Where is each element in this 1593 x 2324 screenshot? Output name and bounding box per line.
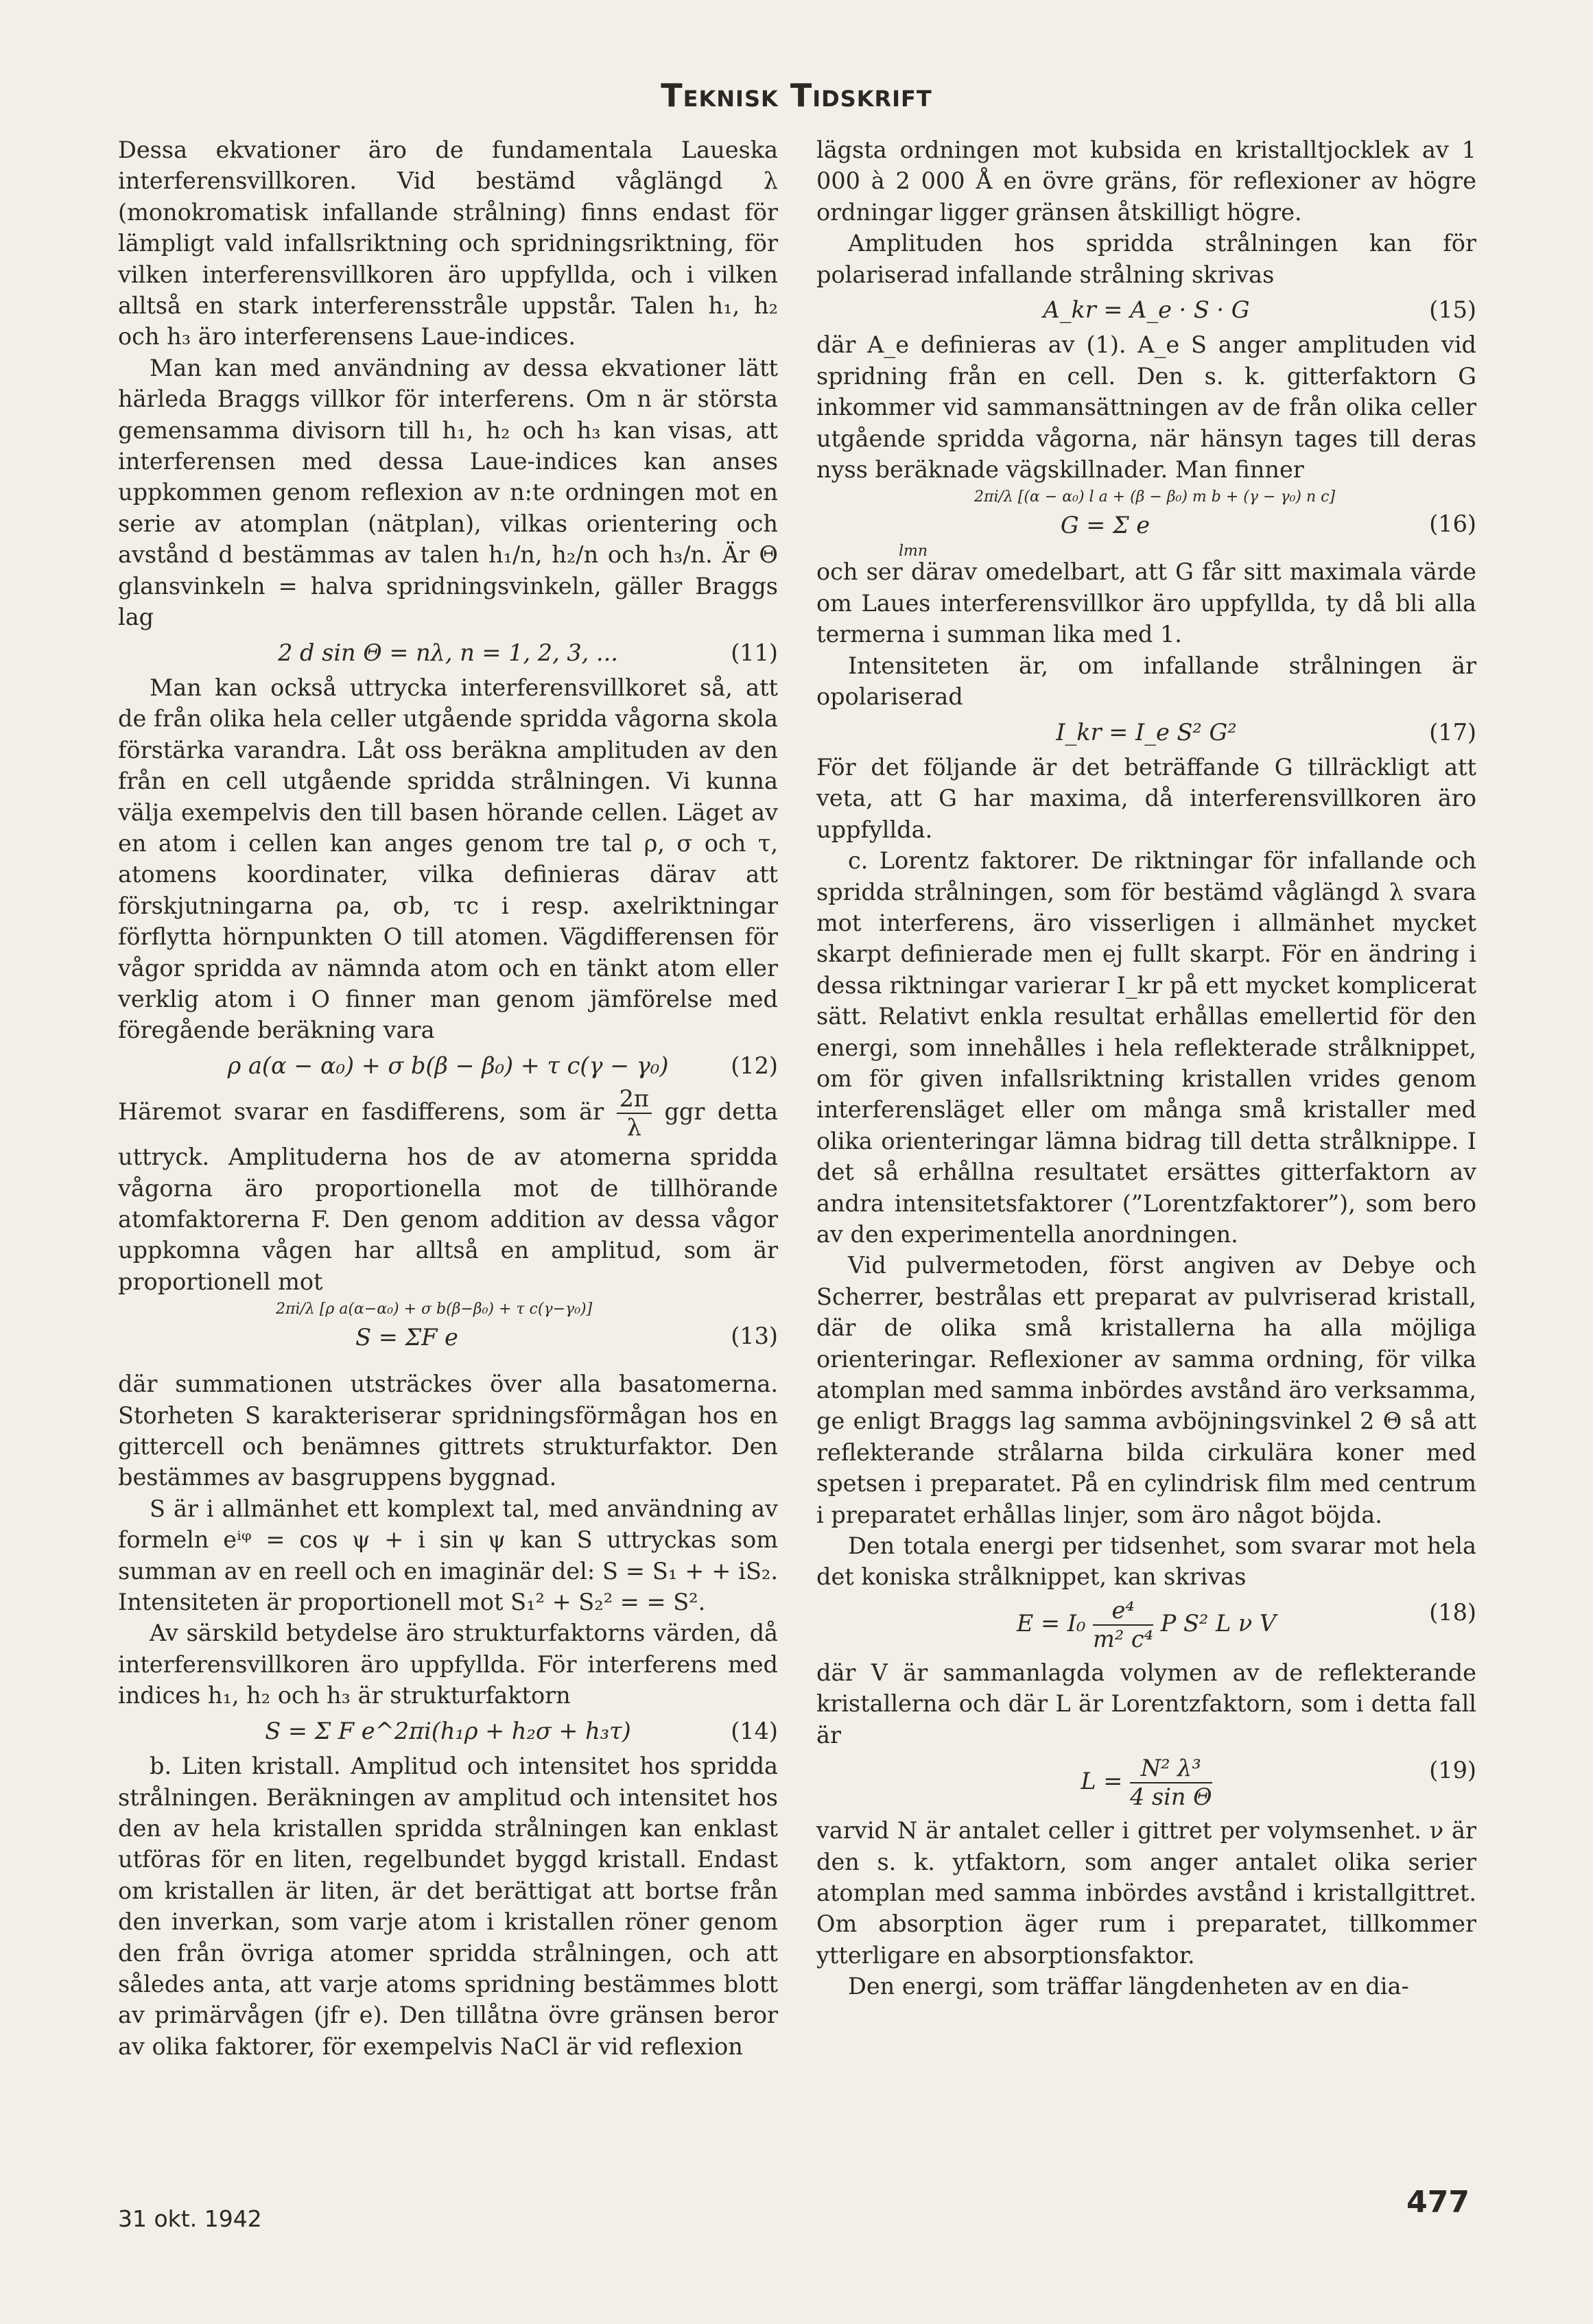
- equation-number: (18): [1429, 1598, 1476, 1626]
- equation-rhs: P S² L ν V: [1160, 1609, 1277, 1637]
- equation-18: [816, 1597, 1476, 1653]
- equation-number: (14): [731, 1717, 778, 1744]
- equation-exponent: 2πi/λ [(α − α₀) l a + (β − β₀) m b + (γ − γ₀) n c]: [974, 488, 1336, 506]
- paragraph: Man kan med användning av dessa ekvationer lätt härleda Braggs villkor för interferens. Om n är största gemensamma divisorn till h₁, h₂ och h₃ kan visas, att interferensen med dessa Laue-indices kan anses uppkommen genom reflexion av n:te ordningen mot en serie av atomplan (nätplan), vilkas orientering och avstånd d bestämmas av talen h₁/n, h₂/n och h₃/n. Är Θ glansvinkeln = halva spridningsvinkeln, gäller Braggs lag: [118, 354, 778, 631]
- equation-body: S = Σ F e^2πi(h₁ρ + h₂σ + h₃τ): [265, 1717, 631, 1744]
- paragraph: c. Lorentz faktorer. De riktningar för infallande och spridda strålningen, som för bestämd våglängd λ svara mot interferens, äro visserligen i allmänhet mycket skarpt definierade men ej fullt skarpt. För en ändring i dessa riktningar varierar I_kr på ett mycket komplicerat sätt. Relativt enkla resultat erhållas emellertid för den energi, som innehålles i hela reflekterade strålknippet, om för given infallsriktning kristallen vrides genom interferensläget eller om många små kristaller med olika orienteringar lämna bidrag till detta strålknippe. I det så erhållna resultatet ersättes gitterfaktorn av andra intensitetsfaktorer (”Lorentzfaktorer”), som bero av den experimentella anordningen.: [816, 847, 1476, 1248]
- equation-number: (11): [731, 639, 778, 666]
- equation-number: (15): [1429, 296, 1476, 324]
- paragraph: Amplituden hos spridda strålningen kan för polariserad infallande strålning skrivas: [816, 230, 1476, 288]
- equation-body: A_kr = A_e · S · G: [1043, 296, 1250, 324]
- fraction: [1130, 1755, 1212, 1811]
- text-run: ggr detta uttryck. Amplituderna hos de av atomerna spridda vågorna äro proportionella mot de tillhörande atomfaktorerna F. Den genom addition av dessa vågor uppkomna vågen har alltså en amplitud, som är proportionell mot: [118, 1098, 778, 1295]
- paragraph: S är i allmänhet ett komplext tal, med användning av formeln eⁱᵠ = cos ψ + i sin ψ kan S uttryckas som summan av en reell och en imaginär del: S = S₁ + + iS₂. Intensiteten är proportionell mot S₁² + S₂² = = S².: [118, 1495, 778, 1616]
- equation-17: [816, 717, 1476, 748]
- journal-header: Teknisk Tidskrift: [661, 77, 932, 114]
- equation-11: [118, 637, 778, 668]
- equation-16: [816, 488, 1476, 560]
- paragraph: där A_e definieras av (1). A_e S anger amplituden vid spridning från en cell. Den s. k. gitterfaktorn G inkommer vid sammansättningen av de från olika celler utgående spridda vågorna, när hänsyn tages till deras nyss beräknade vägskillnader. Man finner: [816, 331, 1476, 484]
- paragraph: Av särskild betydelse äro strukturfaktorns värden, då interferensvillkoren äro uppfyllda. För interferens med indices h₁, h₂ och h₃ är strukturfaktorn: [118, 1620, 778, 1709]
- equation-number: (19): [1429, 1757, 1476, 1784]
- issue-date: 31 okt. 1942: [118, 2205, 262, 2232]
- paragraph: b. Liten kristall. Amplitud och intensitet hos spridda strålningen. Beräkningen av amplitud och intensitet hos den av hela kristallen spridda strålningen kan enklast utföras för en liten, regelbundet byggd kristall. Endast om kristallen är liten, är det berättigat att bortse från den inverkan, som varje atom i kristallen röner genom den från övriga atomer spridda strålningen, och att således anta, att varje atoms spridning bestämmes blott av primärvågen (jfr e). Den tillåtna övre gränsen beror av olika faktorer, för exempelvis NaCl är vid reflexion: [118, 1753, 778, 2060]
- equation-number: (12): [731, 1052, 778, 1079]
- paragraph: Man kan också uttrycka interferensvillkoret så, att de från olika hela celler utgående spridda vågorna skola förstärka varandra. Låt oss beräkna amplituden av den från en cell utgående spridda strålningen. Vi kunna välja exempelvis den till basen hörande cellen. Läget av en atom i cellen kan anges genom tre tal ρ, σ och τ, atomens koordinater, vilka definieras därav att förskjutningarna ρa, σb, τc i resp. axelriktningar förflytta hörnpunkten O till atomen. Vägdifferensen för vågor spridda av nämnda atom och en tänkt atom eller verklig atom i O finner man genom jämförelse med föregående beräkning vara: [118, 674, 778, 1044]
- paragraph: där summationen utsträckes över alla basatomerna. Storheten S karakteriserar spridningsförmågan hos en gittercell och benämnes gittrets strukturfaktor. Den bestämmes av basgruppens byggnad.: [118, 1371, 778, 1491]
- fraction-denominator: λ: [626, 1114, 641, 1141]
- fraction: [1093, 1597, 1153, 1653]
- equation-body: I_kr = I_e S² G²: [1056, 718, 1237, 746]
- equation-number: (17): [1429, 718, 1476, 746]
- paragraph: Den energi, som träffar längdenheten av en dia-: [848, 1973, 1409, 2000]
- equation-subscript: lmn: [899, 543, 928, 560]
- equation-lhs: L =: [1081, 1768, 1123, 1795]
- page-number: 477: [1406, 2185, 1470, 2220]
- paragraph: Intensiteten är, om infallande strålningen är opolariserad: [816, 652, 1476, 711]
- equation-body: S = ΣF e: [355, 1324, 458, 1351]
- fraction-numerator: N² λ³: [1130, 1755, 1212, 1783]
- equation-15: [816, 294, 1476, 325]
- right-column: [816, 134, 1476, 2002]
- equation-body: G = Σ e: [1060, 512, 1150, 539]
- paragraph: lägsta ordningen mot kubsida en kristalltjocklek av 1 000 à 2 000 Å en övre gräns, för reflexioner av högre ordningar ligger gränsen åtskilligt högre.: [816, 137, 1476, 226]
- fraction: [617, 1085, 652, 1141]
- equation-exponent: 2πi/λ [ρ a(α−α₀) + σ b(β−β₀) + τ c(γ−γ₀)]: [276, 1301, 593, 1318]
- equation-body: 2 d sin Θ = nλ, n = 1, 2, 3, ...: [278, 639, 618, 666]
- paragraph: För det följande är det beträffande G tillräckligt att veta, att G har maxima, då interferensvillkoren äro uppfyllda.: [816, 753, 1476, 843]
- equation-13: [118, 1301, 778, 1364]
- equation-19: [816, 1755, 1476, 1811]
- equation-12: [118, 1050, 778, 1081]
- left-column: [118, 134, 778, 2062]
- fraction-numerator: 2π: [617, 1085, 652, 1114]
- fraction-denominator: 4 sin Θ: [1130, 1783, 1212, 1811]
- paragraph: Dessa ekvationer äro de fundamentala Laueska interferensvillkoren. Vid bestämd våglängd λ (monokromatisk infallande strålning) finns endast för lämpligt vald infallsriktning och spridningsriktning, för vilken interferensvillkoren äro uppfyllda, och i vilken alltså en stark interferensstråle uppstår. Talen h₁, h₂ och h₃ äro interferensens Laue-indices.: [118, 137, 778, 351]
- equation-lhs: E = I₀: [1016, 1609, 1086, 1637]
- text-run: Häremot svarar en fasdifferens, som är: [118, 1098, 604, 1126]
- equation-14: [118, 1716, 778, 1746]
- paragraph: [118, 1085, 778, 1297]
- paragraph: Vid pulvermetoden, först angiven av Debye och Scherrer, bestrålas ett preparat av pulvriserad kristall, där de olika små kristallerna ha alla möjliga orienteringar. Reflexioner av samma ordning, för vilka atomplan med samma inbördes avstånd äro verksamma, ge enligt Braggs lag samma avböjningsvinkel 2 Θ så att reflekterande strålarna bilda cirkulära koner med spetsen i preparatet. På en cylindrisk film med centrum i preparatet erhållas linjer, som äro något böjda.: [816, 1252, 1476, 1528]
- paragraph: Den totala energi per tidsenhet, som svarar mot hela det koniska strålknippet, kan skrivas: [816, 1532, 1476, 1591]
- fraction-denominator: m² c⁴: [1093, 1625, 1154, 1652]
- equation-number: (13): [731, 1323, 778, 1350]
- equation-number: (16): [1429, 510, 1476, 538]
- fraction-numerator: e⁴: [1093, 1597, 1153, 1626]
- paragraph: där V är sammanlagda volymen av de reflekterande kristallerna och där L är Lorentzfaktorn, som i detta fall är: [816, 1659, 1476, 1748]
- paragraph: och ser därav omedelbart, att G får sitt maximala värde om Laues interferensvillkor äro uppfyllda, ty då bli alla termerna i summan lika med 1.: [816, 558, 1476, 648]
- paragraph: varvid N är antalet celler i gittret per volymsenhet. ν är den s. k. ytfaktorn, som anger antalet olika serier atomplan med samma inbördes avstånd i kristallgittret. Om absorption äger rum i preparatet, tillkommer ytterligare en absorptionsfaktor.: [816, 1817, 1476, 1969]
- equation-body: ρ a(α − α₀) + σ b(β − β₀) + τ c(γ − γ₀): [227, 1052, 669, 1079]
